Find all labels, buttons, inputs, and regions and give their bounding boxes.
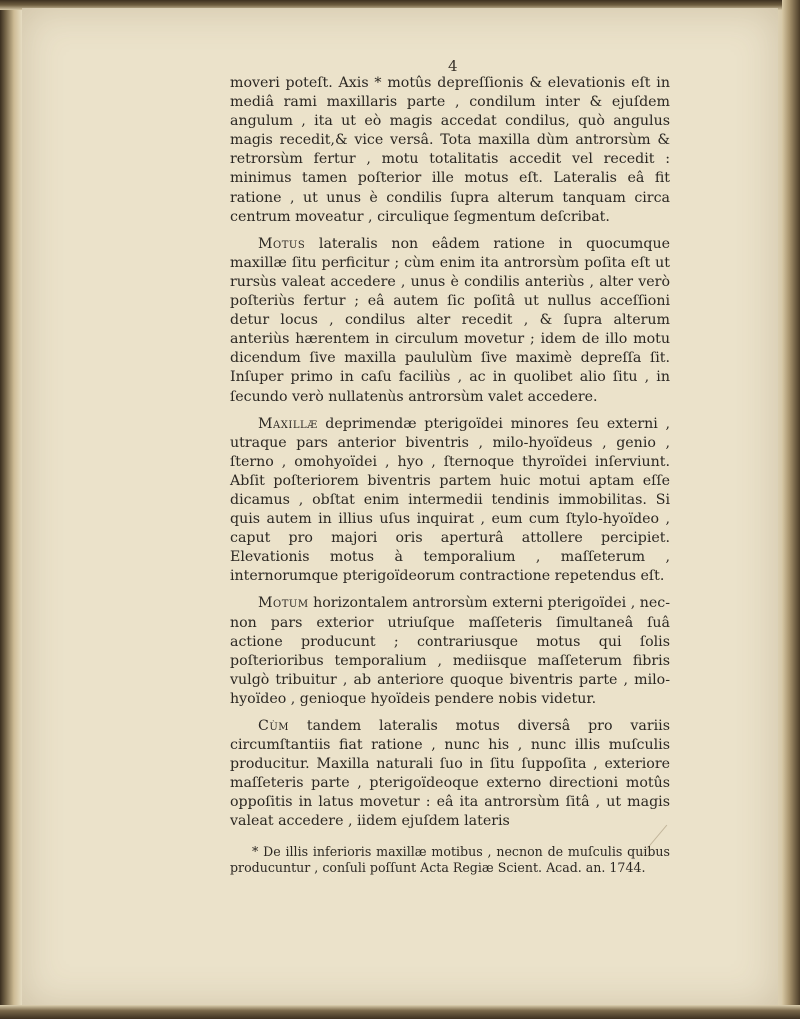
paragraph-3-text: deprimendæ pterigoïdei minores ſeu externi , utraque pars anterior biventris , milo-hyoïdeus , genio , ſterno , omohyoïdei , hyo , ſternoque thyroïdei inſerviunt. Abſit poſteriorem biventris partem huic motui aptam eſſe dicamus , obſtat enim intermedii tendinis immobilitas. Si quis autem in illius uſus inquirat , eum cum ſtylo-hyoïdeo , caput pro majori oris aperturâ attollere percipiet. Elevationis motus à temporalium , maſſeterum , internorumque pterigoïdeorum contractione repetendus eſt.: [230, 415, 670, 585]
paragraph-1-text: moveri poteſt. Axis * motûs depreſſionis & elevationis eſt in mediâ rami maxillaris parte , condilum inter & ejuſdem angulum , ita ut eò magis accedat condilus, quò angulus magis recedit,& vice versâ. Tota maxilla dùm antrorsùm & retrorsùm fertur , motu totalitatis accedit vel recedit : minimus tamen poſterior ille motus eſt. Lateralis eâ fit ratione , ut unus è condilis ſupra alterum tanquam circa centrum moveatur , circulique ſegmentum deſcribat.: [230, 75, 670, 225]
paragraph-5-text: tandem lateralis motus diversâ pro variis circumſtantiis fiat ratione , nunc his , nunc illis muſculis producitur. Maxilla naturali ſuo in ſitu ſuppoſita , exteriore maſſeteris parte , pterigoïdeoque externo directioni motûs oppoſitis in latus movetur : eâ ita antrorsùm ſitâ , ut magis valeat accedere , iidem ejuſdem lateris: [230, 718, 670, 830]
text-block: [230, 60, 670, 889]
paragraph-3-lead: Maxillæ: [258, 415, 318, 432]
footnote-marker: *: [252, 843, 259, 859]
scan-edge-right: [782, 0, 800, 1019]
page-number: 4: [448, 57, 458, 75]
paragraph-2-text: lateralis non eâdem ratione in quocumque maxillæ ſitu perficitur ; cùm enim ita antrorsùm poſita eſt ut rursùs valeat accedere , unus è condilis anteriùs , alter verò poſteriùs fertur ; eâ autem ſic poſitâ ut nullus acceſſioni detur locus , condilus alter recedit , & ſupra alterum anteriùs hærentem in circulum movetur ; idem de illo motu dicendum ſive maxilla paululùm ſive maximè depreſſa ſit. Inſuper primo in caſu faciliùs , ac in quolibet alio ſitu , in ſecundo verò nullatenùs antrorsùm valet accedere.: [230, 235, 670, 405]
footnote: [230, 844, 670, 877]
paragraph-4-text: horizontalem antrorsùm externi pterigoïdei , nec-non pars exterior utriuſque maſſeteris ſimultaneâ ſuâ actione producunt ; contrariusque motus qui ſolis poſterioribus temporalium , mediisque maſſeterum fibris vulgò tribuitur , ab anteriore quoque biventris parte , milo-hyoïdeo , genioque hyoïdeis pendere nobis videtur.: [230, 595, 671, 707]
paragraph-4: [230, 594, 670, 709]
paragraph-5: [230, 717, 670, 832]
paragraph-3: [230, 415, 670, 587]
paragraph-1: [230, 74, 670, 227]
paragraph-5-lead: Cùm: [258, 718, 290, 734]
paragraph-4-lead: Motum: [258, 595, 309, 612]
footnote-text: De illis inferioris maxillæ motibus , necnon de muſculis quibus producuntur , conſuli poſſunt Acta Regiæ Scient. Acad. an. 1744.: [230, 843, 670, 876]
paragraph-2: [230, 235, 670, 407]
paragraph-2-lead: Motus: [258, 235, 306, 252]
scan-edge-bottom: [0, 1005, 800, 1019]
